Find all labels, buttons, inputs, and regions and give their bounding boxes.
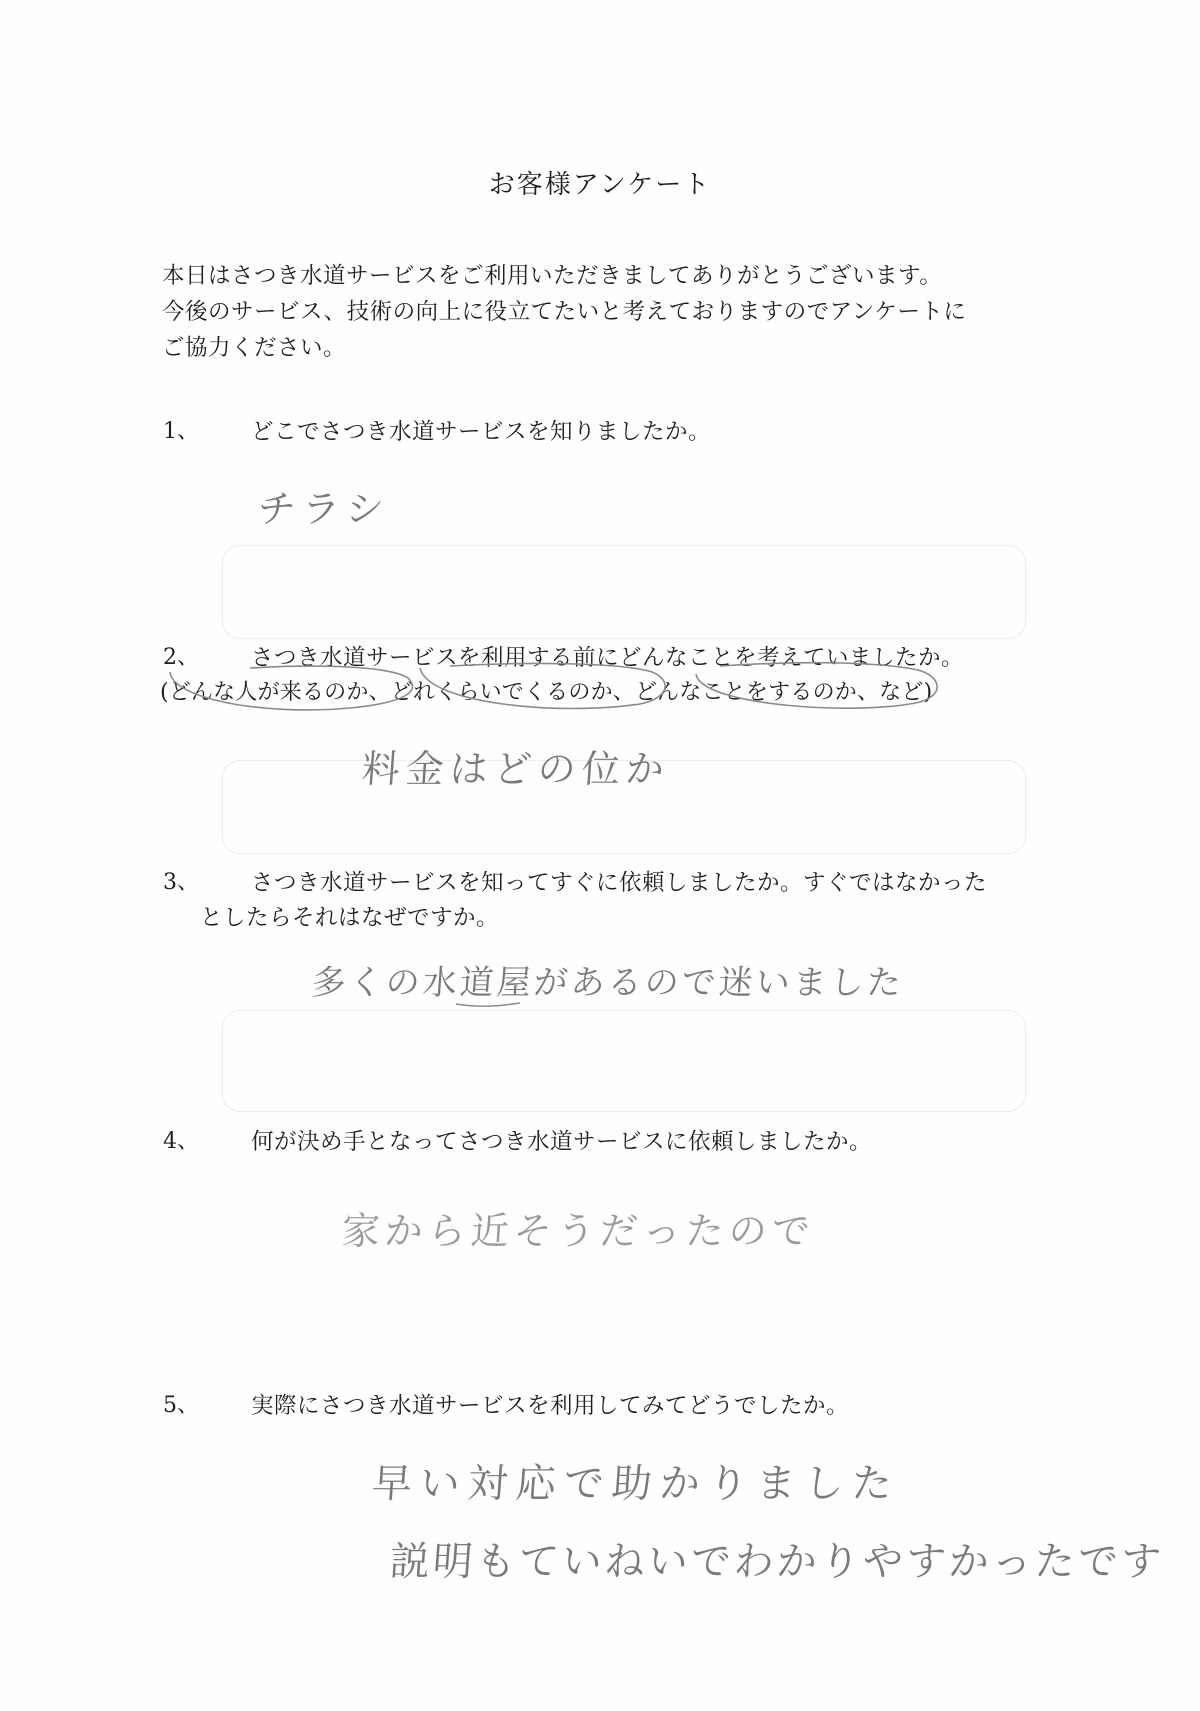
page-title: お客様アンケート: [488, 170, 712, 200]
show-through-box: [222, 1010, 1026, 1112]
question-text: さつき水道サービスを知ってすぐに依頼しましたか。すぐではなかった: [251, 870, 988, 896]
question-number: 3、: [163, 870, 199, 895]
question-number: 4、: [163, 1129, 199, 1154]
question-number: 1、: [163, 419, 199, 444]
intro-line: ご協力ください。: [162, 335, 347, 361]
handwritten-answer: チラシ: [256, 487, 392, 531]
question-text: 何が決め手となってさつき水道サービスに依頼しましたか。: [251, 1129, 873, 1155]
question-number: 2、: [163, 645, 199, 670]
intro-line: 本日はさつき水道サービスをご利用いただきましてありがとうございます。: [162, 263, 943, 289]
question-text: どこでさつき水道サービスを知りましたか。: [251, 419, 712, 445]
intro-line: 今後のサービス、技術の向上に役立てたいと考えておりますのでアンケートに: [162, 299, 967, 325]
question-text: さつき水道サービスを利用する前にどんなことを考えていましたか。: [251, 645, 965, 671]
intro-text: [162, 258, 1062, 366]
question-subtext: としたらそれはなぜですか。: [200, 905, 500, 931]
handwritten-answer: 早い対応で助かりました: [370, 1461, 902, 1507]
question-subtext: (どんな人が来るのか、どれくらいでくるのか、どんなことをするのか、など): [160, 680, 933, 705]
handwritten-answer: 家から近そうだったので: [340, 1209, 817, 1253]
show-through-box: [222, 545, 1026, 639]
handwritten-answer: 料金はどの位か: [360, 747, 672, 791]
question-number: 5、: [163, 1393, 199, 1418]
question-text: 実際にさつき水道サービスを利用してみてどうでしたか。: [251, 1393, 850, 1419]
handwritten-answer: 多くの水道屋があるので迷いました: [310, 963, 906, 1003]
handwritten-answer: 説明もていねいでわかりやすかったです: [388, 1539, 1166, 1585]
